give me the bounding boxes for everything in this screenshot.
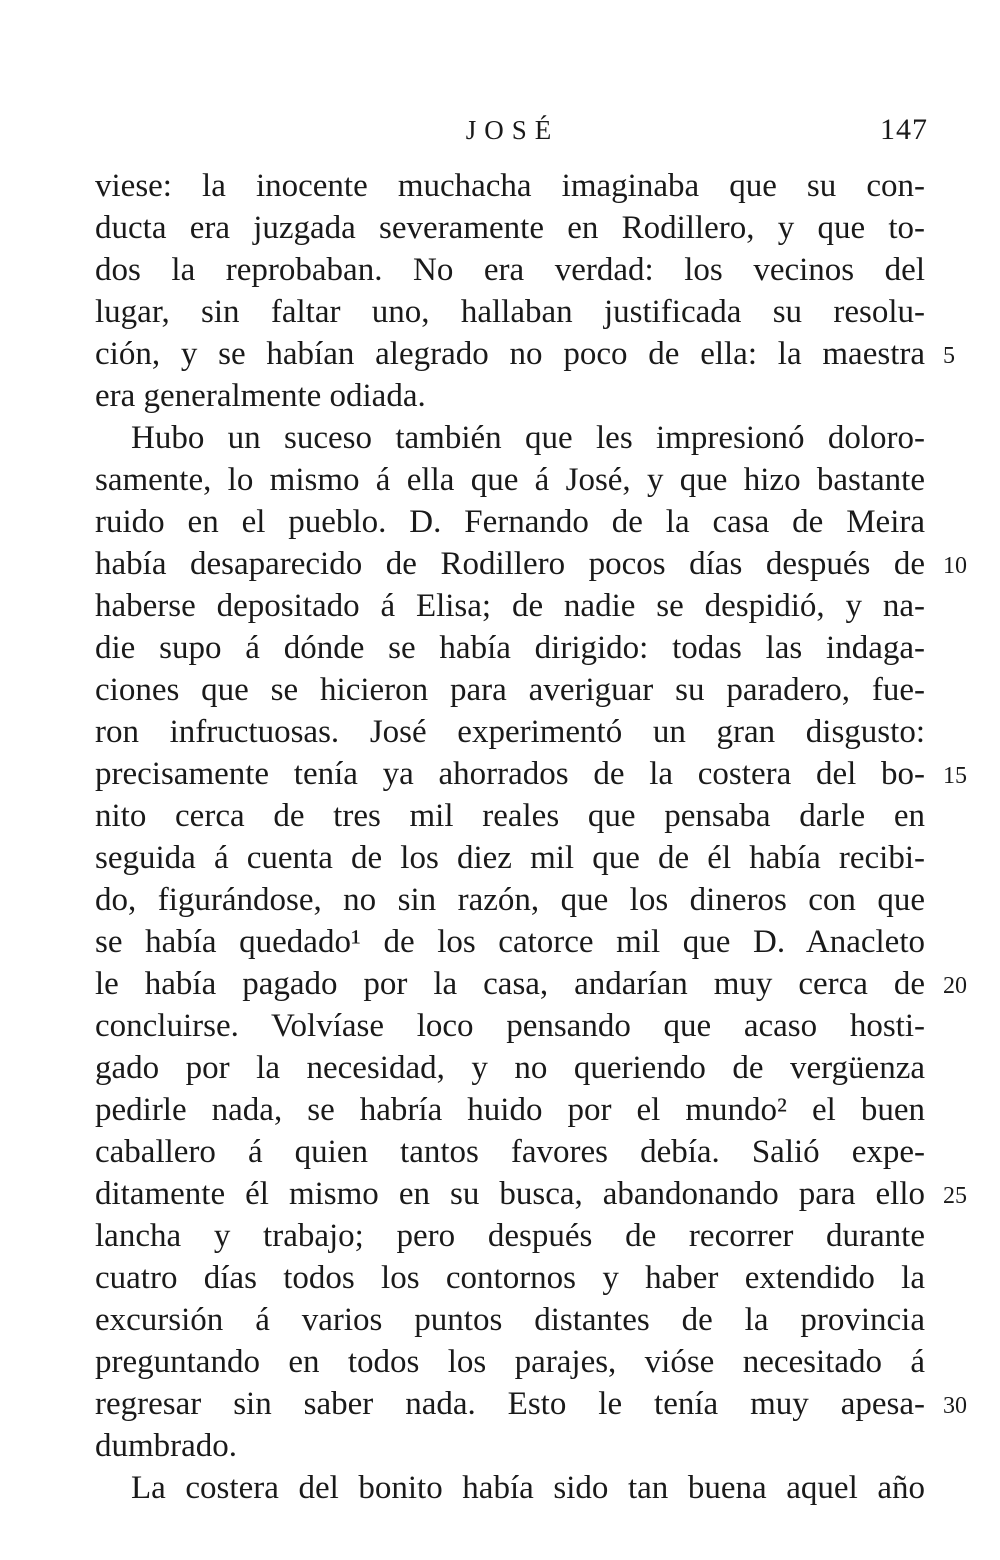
line-text: ción, y se habían alegrado no poco de ella: la maestra	[95, 336, 925, 372]
running-title: JOSÉ	[465, 115, 560, 145]
text-line	[95, 207, 925, 249]
line-text: concluirse. Volvíase loco pensando que acaso hosti-	[95, 1008, 925, 1044]
text-line	[95, 291, 925, 333]
text-line	[95, 1257, 925, 1299]
line-number: 20	[943, 973, 967, 999]
line-text: ruido en el pueblo. D. Fernando de la casa de Meira	[95, 504, 925, 540]
line-text: excursión á varios puntos distantes de la provincia	[95, 1302, 925, 1338]
line-number: 25	[943, 1183, 967, 1209]
text-line	[95, 1089, 925, 1131]
text-line	[95, 1005, 925, 1047]
line-text: caballero á quien tantos favores debía. Salió expe-	[95, 1134, 925, 1170]
line-text: La costera del bonito había sido tan buena aquel año	[131, 1470, 925, 1506]
line-text: lancha y trabajo; pero después de recorrer durante	[95, 1218, 925, 1254]
line-text: nito cerca de tres mil reales que pensaba darle en	[95, 798, 925, 834]
text-line	[95, 375, 925, 417]
line-text: Hubo un suceso también que les impresionó doloro-	[131, 420, 925, 456]
line-number: 30	[943, 1393, 967, 1419]
text-line	[95, 711, 925, 753]
line-text: dos la reprobaban. No era verdad: los vecinos del	[95, 252, 925, 288]
text-line	[95, 1425, 925, 1467]
page-number: 147	[880, 113, 928, 146]
body-text	[95, 165, 967, 1509]
line-text: le había pagado por la casa, andarían muy cerca de	[95, 966, 925, 1002]
text-line	[95, 1299, 925, 1341]
line-text: regresar sin saber nada. Esto le tenía muy apesa-	[95, 1386, 925, 1422]
text-line	[95, 879, 925, 921]
line-text: pedirle nada, se habría huido por el mundo² el buen	[95, 1092, 925, 1128]
text-line	[95, 501, 925, 543]
text-line	[95, 543, 967, 585]
running-header	[95, 105, 930, 155]
line-text: haberse depositado á Elisa; de nadie se despidió, y na-	[95, 588, 925, 624]
line-text: do, figurándose, no sin razón, que los dineros con que	[95, 882, 925, 918]
line-text: preguntando en todos los parajes, vióse necesitado á	[95, 1344, 925, 1380]
line-text: ron infructuosas. José experimentó un gran disgusto:	[95, 714, 925, 750]
text-line	[95, 1467, 925, 1509]
line-text: ditamente él mismo en su busca, abandonando para ello	[95, 1176, 925, 1212]
text-line	[95, 1047, 925, 1089]
text-line	[95, 1215, 925, 1257]
text-line	[95, 1383, 967, 1425]
text-line	[95, 921, 925, 963]
text-line	[95, 249, 925, 291]
line-text: era generalmente odiada.	[95, 378, 426, 414]
line-text: lugar, sin faltar uno, hallaban justificada su resolu-	[95, 294, 925, 330]
text-line	[95, 459, 925, 501]
text-line	[95, 165, 925, 207]
line-text: seguida á cuenta de los diez mil que de él había recibi-	[95, 840, 925, 876]
text-line	[95, 963, 967, 1005]
line-text: precisamente tenía ya ahorrados de la costera del bo-	[95, 756, 925, 792]
line-text: ciones que se hicieron para averiguar su paradero, fue-	[95, 672, 925, 708]
line-text: dumbrado.	[95, 1428, 238, 1464]
text-line	[95, 1173, 967, 1215]
text-line	[95, 627, 925, 669]
text-line	[95, 585, 925, 627]
line-text: cuatro días todos los contornos y haber extendido la	[95, 1260, 925, 1296]
text-line	[95, 333, 955, 375]
line-number: 15	[943, 763, 967, 789]
line-text: die supo á dónde se había dirigido: todas las indaga-	[95, 630, 925, 666]
line-text: ducta era juzgada severamente en Rodillero, y que to-	[95, 210, 925, 246]
line-text: se había quedado¹ de los catorce mil que D. Anacleto	[95, 924, 925, 960]
line-number: 10	[943, 553, 967, 579]
text-line	[95, 417, 925, 459]
text-line	[95, 753, 967, 795]
text-line	[95, 837, 925, 879]
text-line	[95, 669, 925, 711]
line-text: viese: la inocente muchacha imaginaba que su con-	[95, 168, 925, 204]
line-text: gado por la necesidad, y no queriendo de vergüenza	[95, 1050, 925, 1086]
text-line	[95, 795, 925, 837]
line-text: samente, lo mismo á ella que á José, y que hizo bastante	[95, 462, 925, 498]
line-text: había desaparecido de Rodillero pocos días después de	[95, 546, 925, 582]
text-line	[95, 1131, 925, 1173]
line-number: 5	[943, 343, 955, 369]
text-line	[95, 1341, 925, 1383]
